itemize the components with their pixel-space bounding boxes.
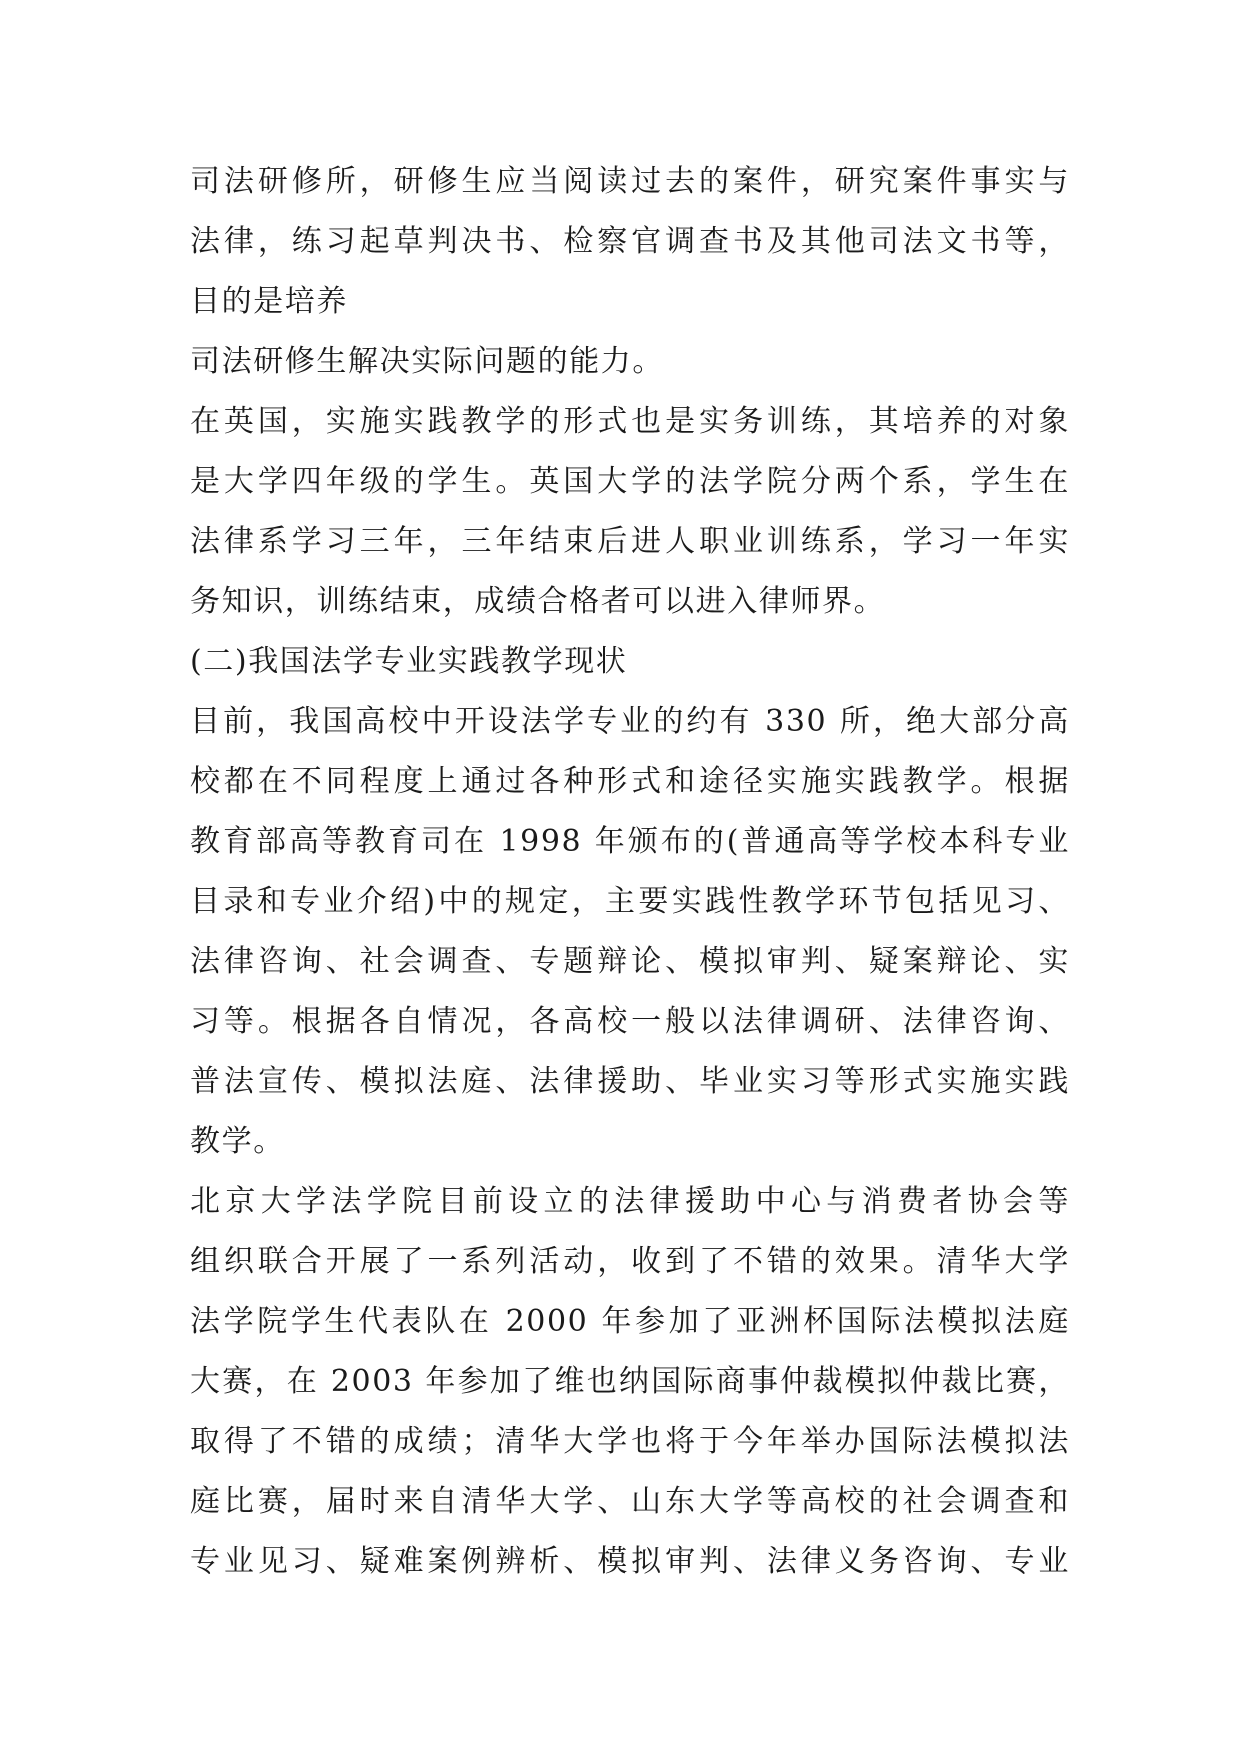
text-line: 务知识，训练结束，成绩合格者可以进入律师界。	[190, 584, 886, 619]
text-line: 庭比赛，届时来自清华大学、山东大学等高校的社会调查和	[190, 1484, 1070, 1519]
text-line: 法学院学生代表队在 2000 年参加了亚洲杯国际法模拟法庭	[190, 1304, 1070, 1339]
text-line: 北京大学法学院目前设立的法律援助中心与消费者协会等	[190, 1184, 1070, 1219]
text-line: 司法研修生解决实际问题的能力。	[190, 344, 664, 379]
text-line: 在英国，实施实践教学的形式也是实务训练，其培养的对象	[190, 404, 1070, 439]
text-line: 目录和专业介绍)中的规定，主要实践性教学环节包括见习、	[190, 884, 1070, 919]
text-line: 取得了不错的成绩；清华大学也将于今年举办国际法模拟法	[190, 1424, 1070, 1459]
text-line: 校都在不同程度上通过各种形式和途径实施实践教学。根据	[190, 764, 1070, 799]
text-line: 目前，我国高校中开设法学专业的约有 330 所，绝大部分高	[190, 704, 1070, 739]
text-line: 教学。	[190, 1124, 285, 1159]
text-line: 法律系学习三年，三年结束后进人职业训练系，学习一年实	[190, 524, 1070, 559]
document-body	[190, 152, 1070, 1592]
text-line: 习等。根据各自情况，各高校一般以法律调研、法律咨询、	[190, 1004, 1070, 1039]
text-line: 是大学四年级的学生。英国大学的法学院分两个系，学生在	[190, 464, 1070, 499]
text-line: 目的是培养	[190, 284, 348, 319]
text-line: (二)我国法学专业实践教学现状	[190, 644, 628, 679]
text-line: 组织联合开展了一系列活动，收到了不错的效果。清华大学	[190, 1244, 1070, 1279]
text-line: 法律咨询、社会调查、专题辩论、模拟审判、疑案辩论、实	[190, 944, 1070, 979]
text-line: 教育部高等教育司在 1998 年颁布的(普通高等学校本科专业	[190, 824, 1070, 859]
text-line: 法律，练习起草判决书、检察官调查书及其他司法文书等，	[190, 224, 1070, 259]
text-line: 专业见习、疑难案例辨析、模拟审判、法律义务咨询、专业	[190, 1544, 1070, 1579]
text-line: 大赛，在 2003 年参加了维也纳国际商事仲裁模拟仲裁比赛，	[190, 1364, 1070, 1399]
text-line: 普法宣传、模拟法庭、法律援助、毕业实习等形式实施实践	[190, 1064, 1070, 1099]
text-line: 司法研修所，研修生应当阅读过去的案件，研究案件事实与	[190, 164, 1070, 199]
